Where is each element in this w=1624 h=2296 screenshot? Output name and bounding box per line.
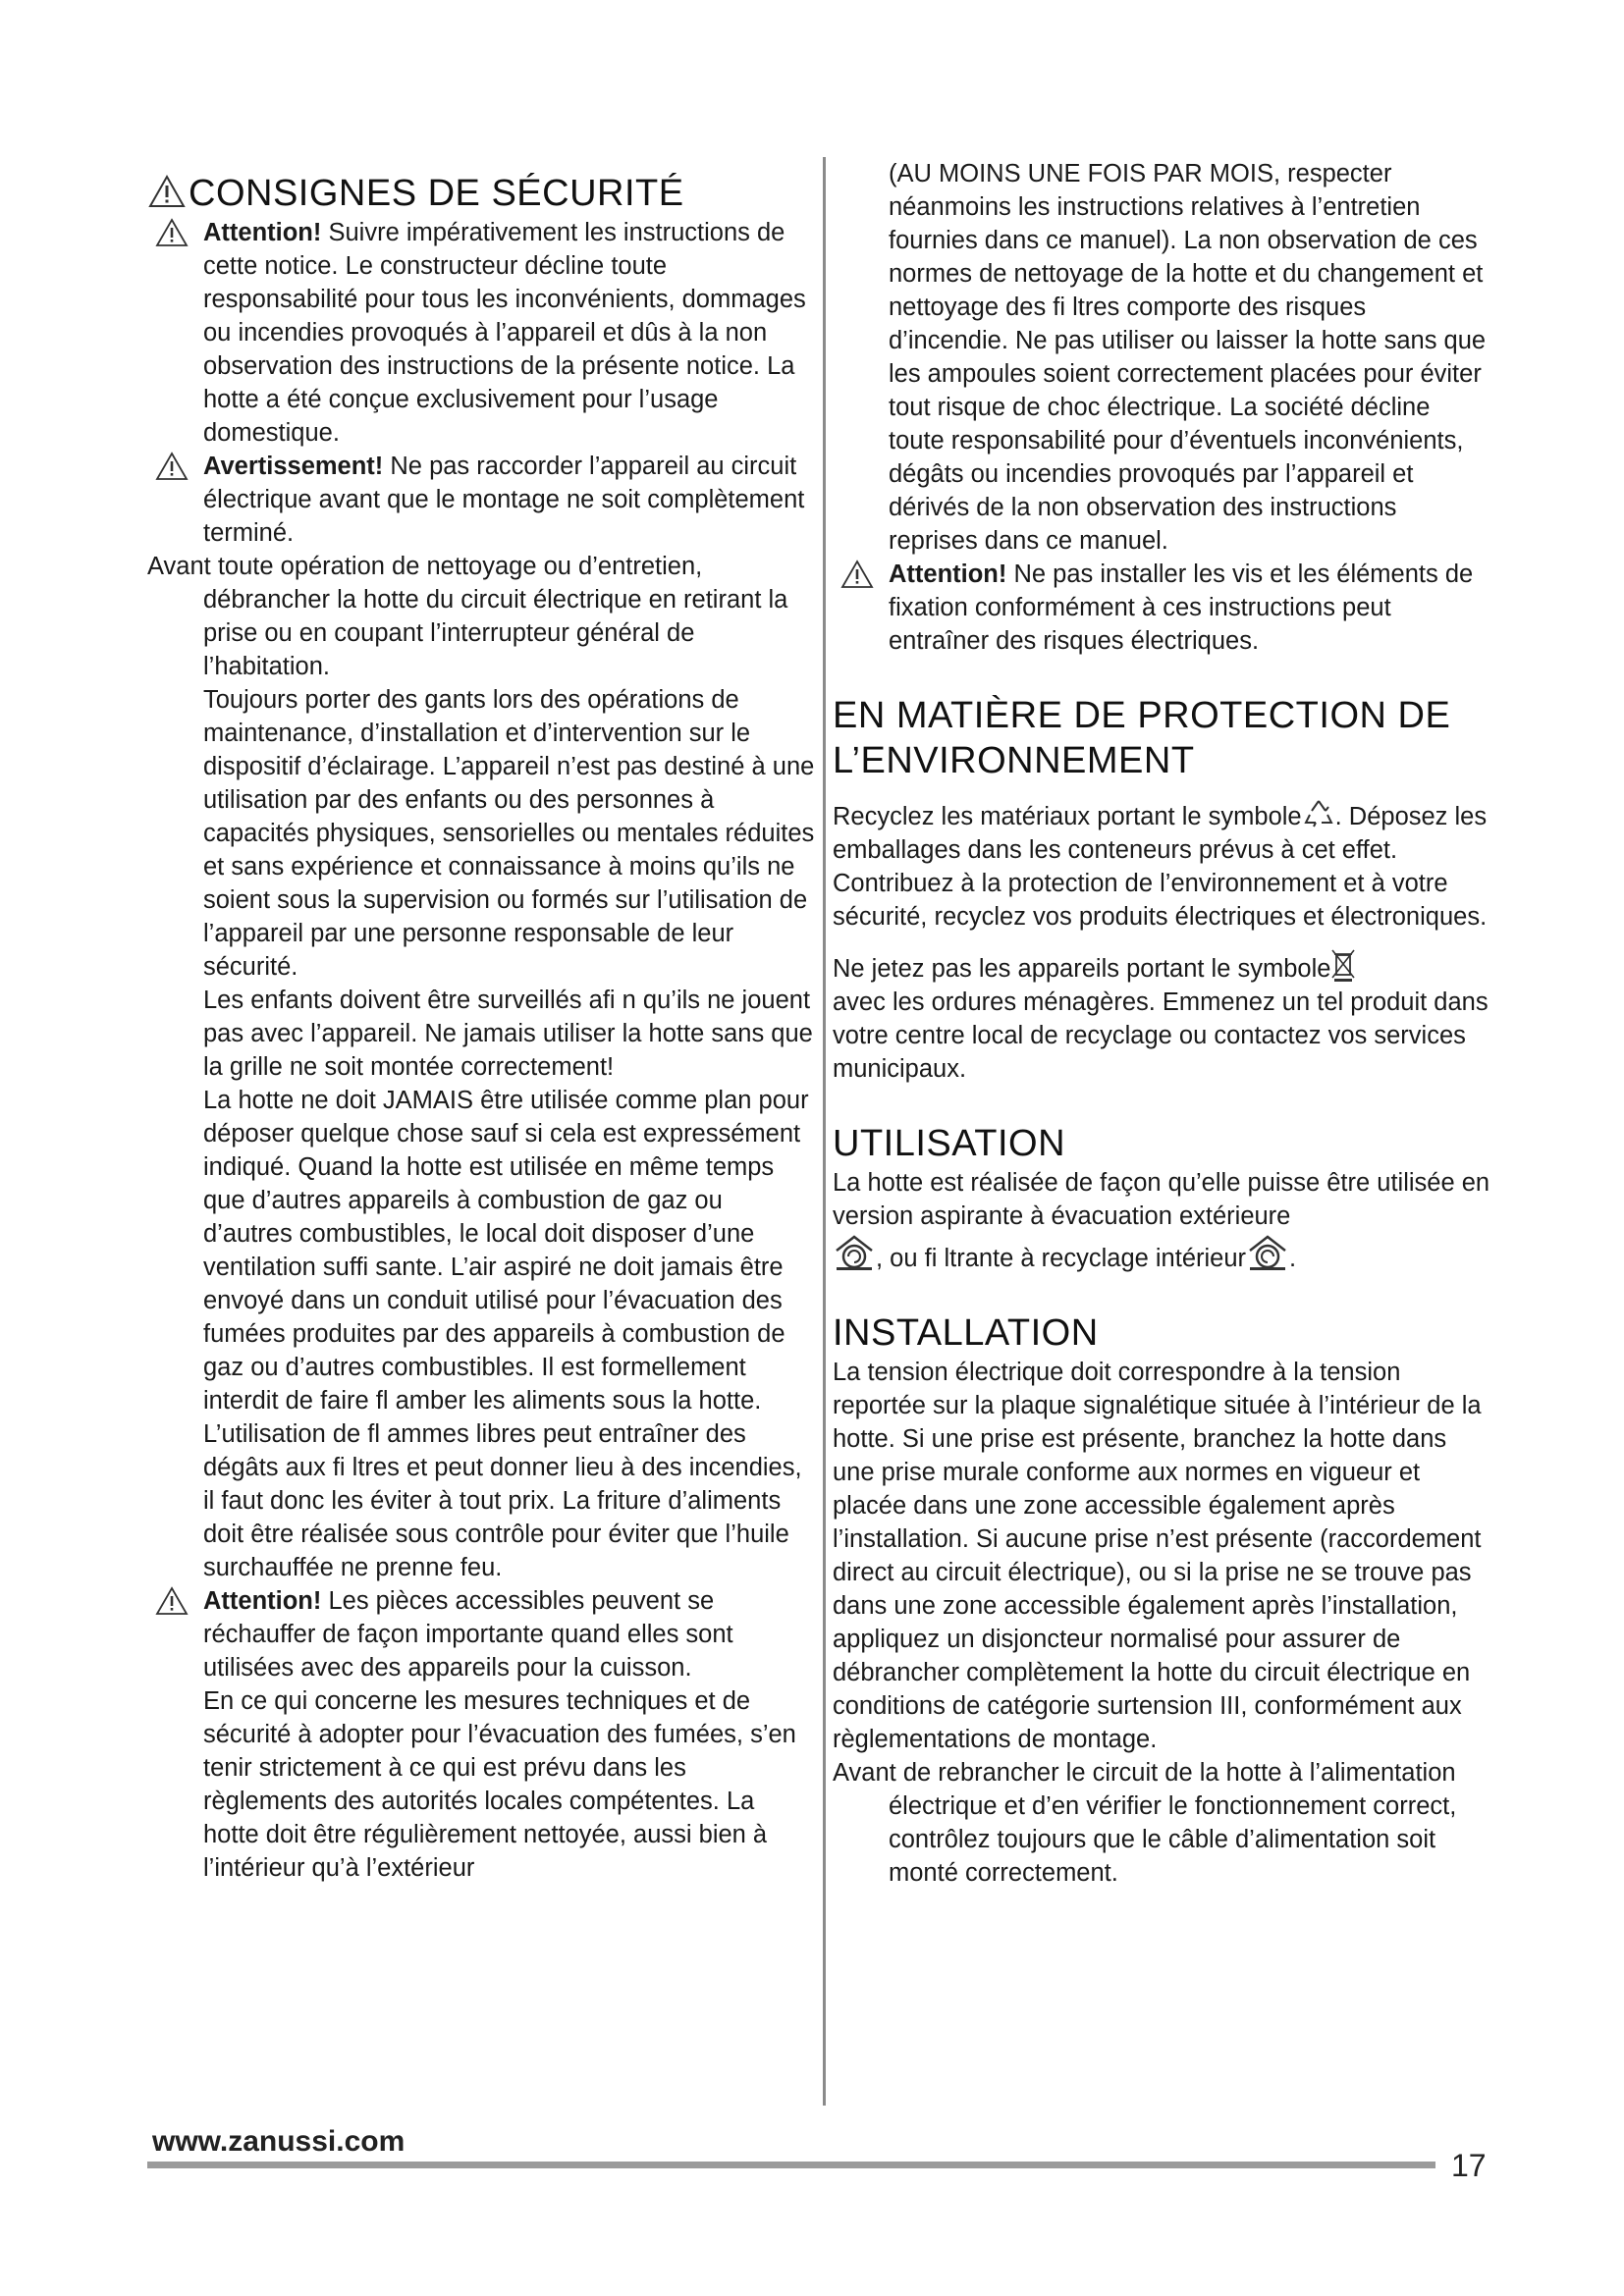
recycle-text-b: . Déposez les emballages dans les conteneurs prévus à cet effet. Contribuez à la protection de l’environnement et à votre sécurité, recyclez vos produits électriques et électroniques. [833,803,1488,931]
attention-label: Attention! [889,561,1007,588]
paragraph-weee [833,947,1490,1086]
paragraph-gloves: Toujours porter des gants lors des opérations de maintenance, d’installation et d’intervention sur le dispositif d’éclairage. L’appareil n’est pas destiné à une utilisation par des enfants ou des personnes à capacités physiques, sensorielles ou mentales réduites et sans expérience et connaissance à moins qu’ils ne soient sous la supervision ou formés sur l’utilisation de l’appareil par une personne responsable de leur sécurité. [203,686,815,981]
warning-icon [147,174,187,209]
attention-note-1 [147,216,815,450]
environment-heading: EN MATIÈRE DE PROTECTION DE L’ENVIRONNEMENT [833,695,1451,781]
warning-icon [155,452,189,481]
attention-label: Attention! [203,1587,322,1615]
paragraph-cleaning: Avant toute opération de nettoyage ou d’entretien, débrancher la hotte du circuit électrique en retirant la prise ou en coupant l’interrupteur général de l’habitation. [147,553,788,680]
avertissement-label: Avertissement! [203,453,384,480]
recycle-icon [1302,797,1335,830]
footer-rule [147,2162,1435,2168]
utilisation-text: La hotte est réalisée de façon qu’elle puisse être utilisée en version aspirante à évacuation extérieure [833,1169,1490,1230]
paragraph-evacuation: En ce qui concerne les mesures techniques et de sécurité à adopter pour l’évacuation des fumées, s’en tenir strictement à ce qui est prévu dans les règlements des autorités locales compétentes. La hotte doit être régulièrement nettoyée, aussi bien à l’intérieur qu’à l’extérieur [203,1687,796,1882]
avertissement-text: Ne pas raccorder l’appareil au circuit électrique avant que le montage ne soit complètement terminé. [203,453,805,547]
avertissement-note [147,450,815,550]
attention-text: Les pièces accessibles peuvent se réchauffer de façon importante quand elles sont utilisées avec des appareils pour la cuisson. [203,1587,733,1682]
column-divider [823,157,826,2106]
left-column [147,157,815,1885]
utilisation-text-2: , ou fi ltrante à recyclage intérieur [876,1245,1247,1272]
warning-icon [155,218,189,247]
paragraph-utilisation [833,1166,1490,1275]
weee-text-a: Ne jetez pas les appareils portant le symbole [833,955,1331,983]
attention-label: Attention! [203,219,322,246]
installation-heading: INSTALLATION [833,1312,1099,1354]
warning-icon [155,1586,189,1616]
recirculation-mode-icon [1246,1233,1289,1272]
footer-website: www.zanussi.com [152,2125,406,2158]
paragraph-recycle [833,797,1490,934]
extraction-mode-icon [833,1233,876,1272]
paragraph-usage: La hotte ne doit JAMAIS être utilisée comme plan pour déposer quelque chose sauf si cela est expressément indiqué. Quand la hotte est utilisée en même temps que d’autres appareils à combustion de gaz ou d’autres combustibles, le local doit disposer d’une ventilation suffi sante. L’air aspiré ne doit jamais être envoyé dans un conduit utilisé pour l’évacuation des fumées produites par des appareils à combustion de gaz ou d’autres combustibles. Il est formellement interdit de faire fl amber les aliments sous la hotte. L’utilisation de fl ammes libres peut entraîner des dégâts aux fi ltres et peut donner lieu à des incendies, il faut donc les éviter à tout prix. La friture d’aliments doit être réalisée sous contrôle pour éviter que l’huile surchauffée ne prenne feu. [203,1087,809,1581]
attention-note-3 [833,558,1490,658]
warning-icon [840,560,874,589]
recycle-text-a: Recyclez les matériaux portant le symbole [833,803,1302,830]
right-column [833,157,1490,1890]
attention-text: Suivre impérativement les instructions de cette notice. Le constructeur décline toute responsabilité pour tous les inconvénients, dommages ou incendies provoqués à l’appareil et dûs à la non observation des instructions de la présente notice. La hotte a été conçue exclusivement pour l’usage domestique. [203,219,806,447]
attention-note-2 [147,1584,815,1684]
paragraph-children: Les enfants doivent être surveillés afi n qu’ils ne jouent pas avec l’appareil. Ne jamais utiliser la hotte sans que la grille ne soit montée correctement! [203,987,813,1081]
page-number: 17 [1451,2148,1487,2183]
paragraph-reconnect: Avant de rebrancher le circuit de la hotte à l’alimentation électrique et d’en vérifier le fonctionnement correct, contrôlez toujours que le câble d’alimentation soit monté correctement. [833,1759,1457,1887]
weee-text-b: avec les ordures ménagères. Emmenez un tel produit dans votre centre local de recyclage ou contactez vos services municipaux. [833,988,1489,1083]
attention-text: Ne pas installer les vis et les éléments de fixation conformément à ces instructions peut entraîner des risques électriques. [889,561,1474,655]
paragraph-installation: La tension électrique doit correspondre à la tension reportée sur la plaque signalétique située à l’intérieur de la hotte. Si une prise est présente, branchez la hotte dans une prise murale conforme aux normes en vigueur et placée dans une zone accessible également après l’installation. Si aucune prise n’est présente (raccordement direct au circuit électrique), ou si la prise ne se trouve pas dans une zone accessible également après l’installation, appliquez un disjoncteur normalisé pour assurer de débrancher complètement la hotte du circuit électrique en conditions de catégorie surtension III, conformément aux règlementations de montage. [833,1359,1482,1753]
utilisation-heading: UTILISATION [833,1123,1066,1164]
safety-heading [147,171,815,216]
crossed-bin-icon [1330,947,1356,983]
utilisation-text-3: . [1289,1245,1297,1272]
paragraph-continuation: (AU MOINS UNE FOIS PAR MOIS, respecter néanmoins les instructions relatives à l’entretien fournies dans ce manuel). La non observation de ces normes de nettoyage de la hotte et du changement et nettoyage des fi ltres comporte des risques d’incendie. Ne pas utiliser ou laisser la hotte sans que les ampoules soient correctement placées pour éviter tout risque de choc électrique. La société décline toute responsabilité pour d’éventuels inconvénients, dégâts ou incendies provoqués par l’appareil et dérivés de la non observation des instructions reprises dans ce manuel. [889,160,1487,555]
safety-heading-text: CONSIGNES DE SÉCURITÉ [189,173,684,214]
